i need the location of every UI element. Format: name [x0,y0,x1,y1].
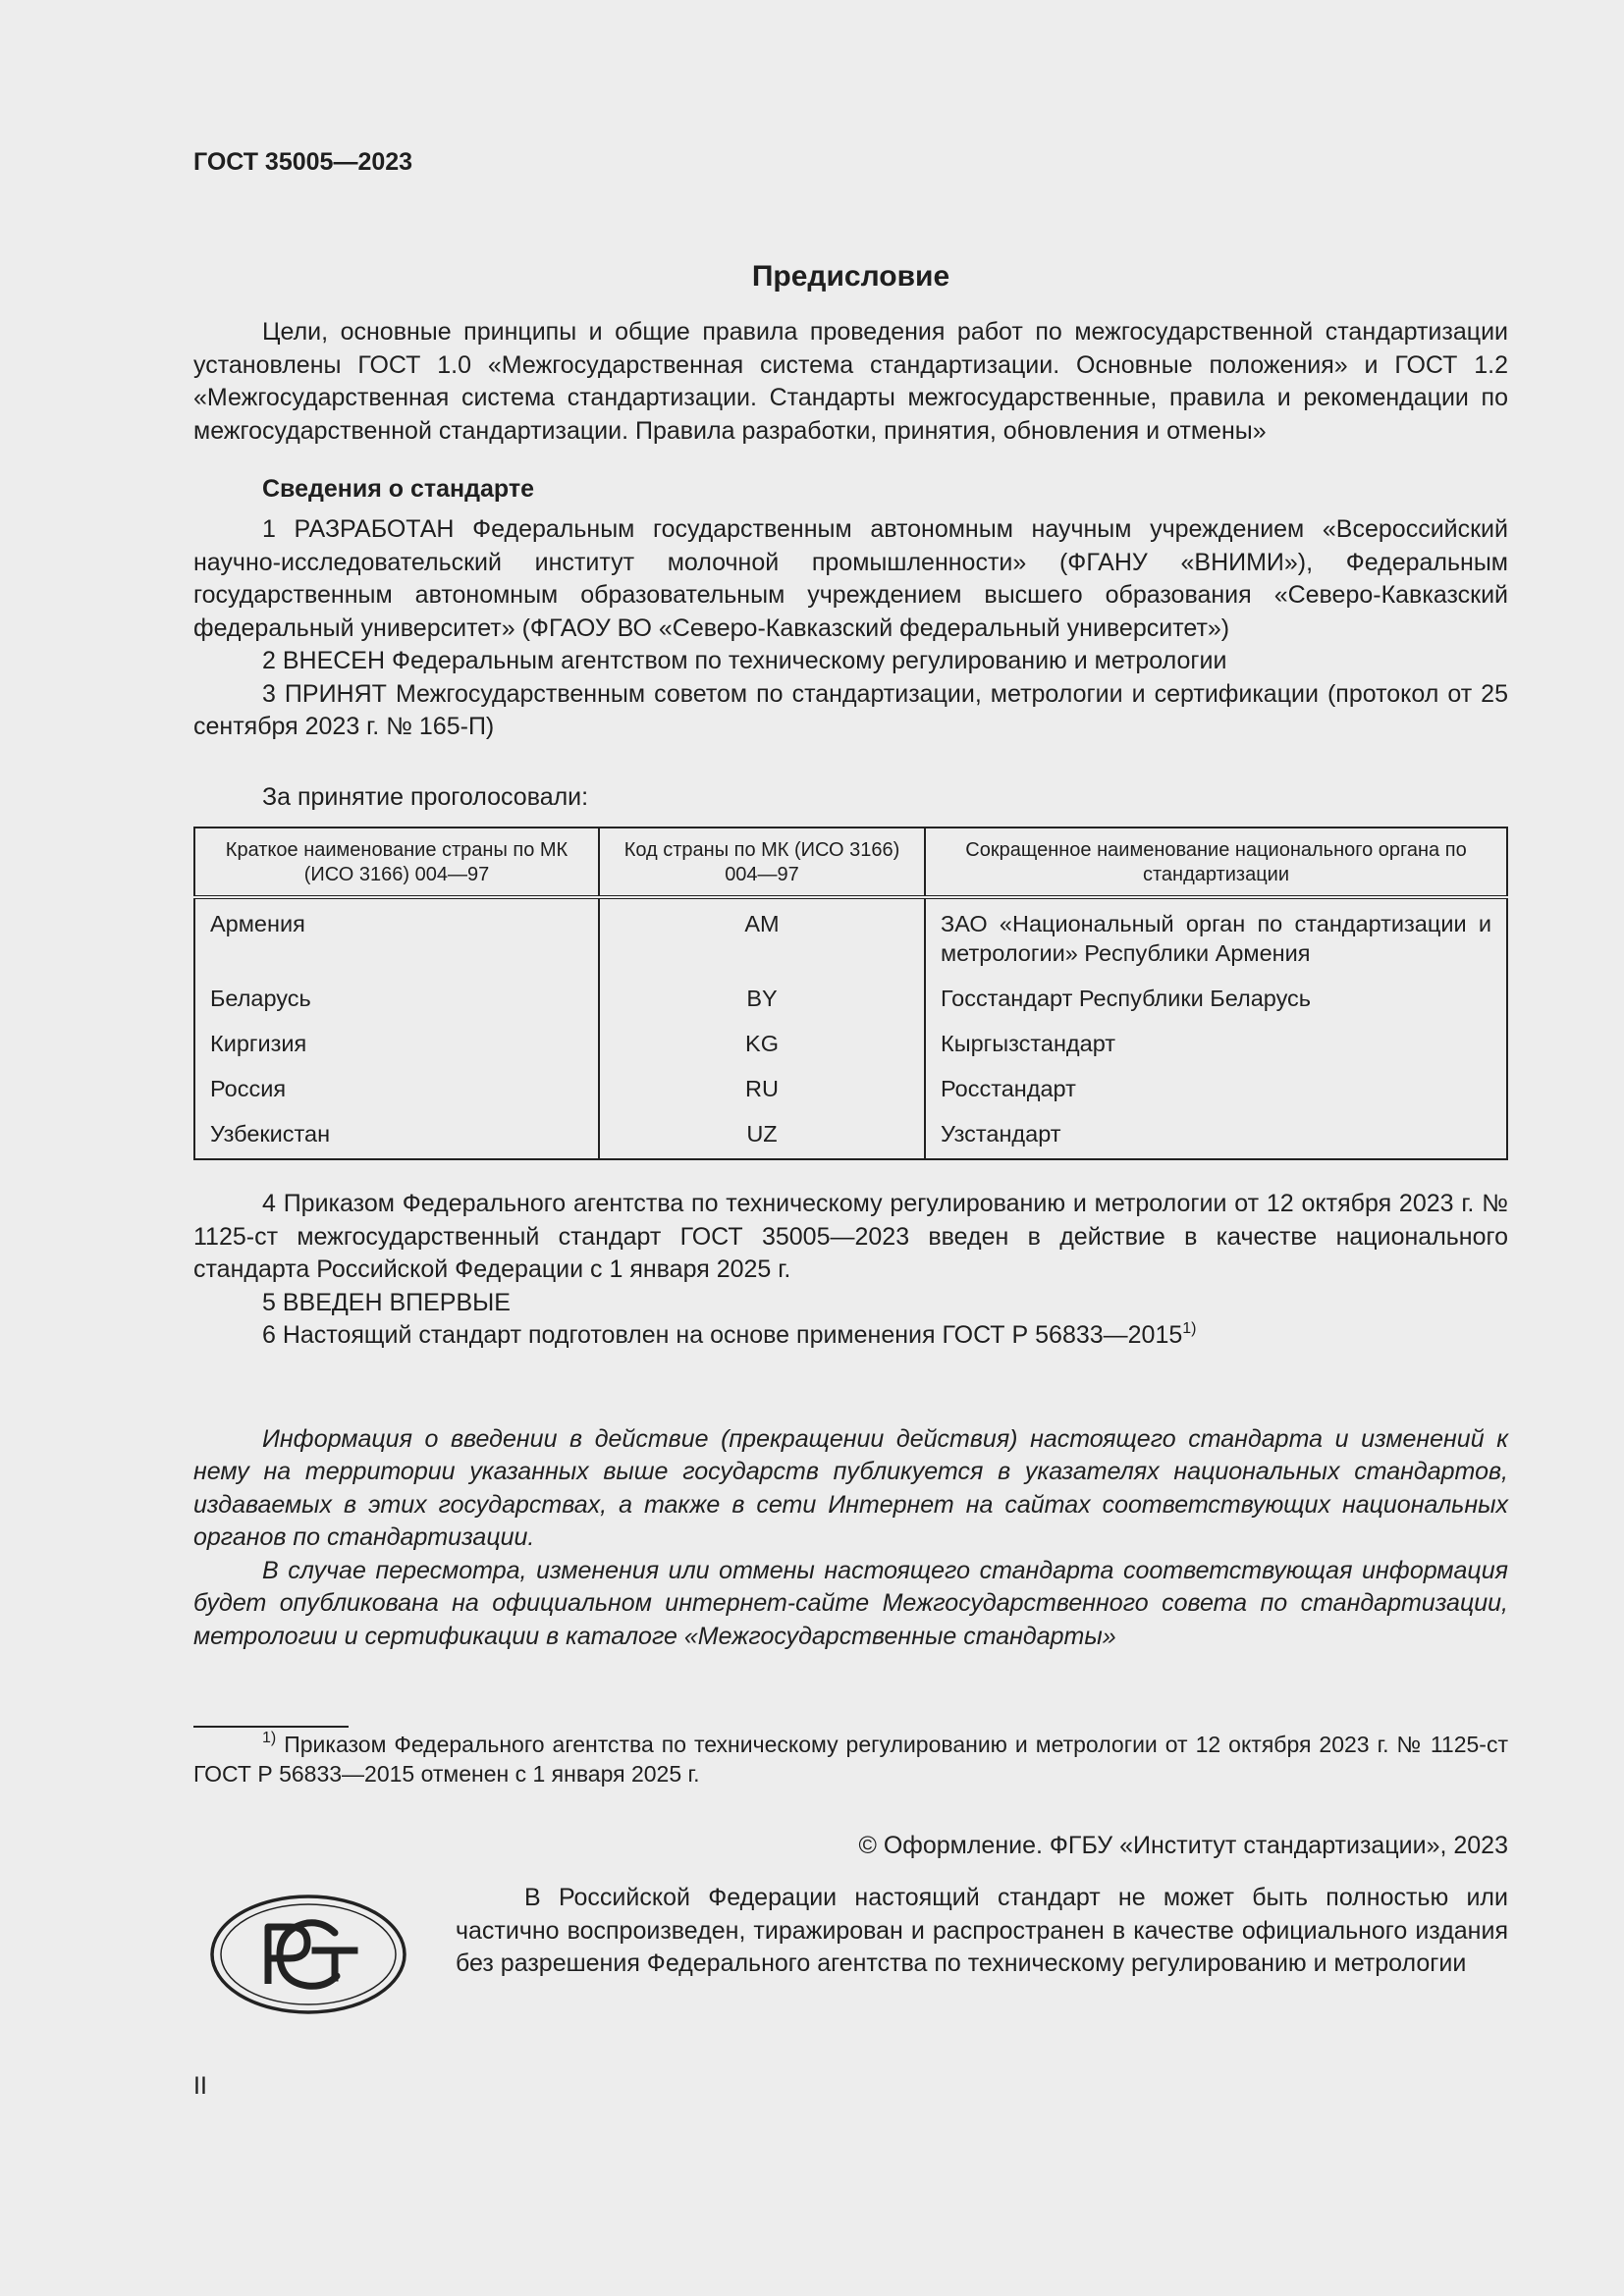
rights-block [193,1882,1508,2019]
footnote-ref[interactable]: 1) [1182,1320,1197,1337]
page-title: Предисловие [751,260,950,293]
column-header: Краткое наименование страны по МК (ИСО 3166) 004—97 [194,828,599,897]
document-code: ГОСТ 35005—2023 [193,148,413,176]
list-item [193,1319,1508,1353]
section-heading: Сведения о стандарте [262,475,535,503]
pct-certification-logo-icon [209,1894,407,2015]
info-paragraph: В случае пересмотра, изменения или отмены настоящего стандарта соответствующая информация будет опубликована на официальном интернет-сайте Межгосударственного совета по стандартизации, метрологии и сертификации в каталоге «Межгосударственные стандарты» [193,1556,1508,1650]
info-paragraph: Информация о введении в действие (прекращении действия) настоящего стандарта и изменений к нему на территории указанных выше государств публикуется в указателях национальных стандартов, издаваемых в этих государствах, а также в сети Интернет на сайтах соответствующих национальных органов по стандартизации. [193,1424,1508,1551]
table-row [194,897,1507,978]
country-cell: Армения [194,897,599,978]
column-header: Код страны по МК (ИСО 3166) 004—97 [599,828,925,897]
footnote-text: Приказом Федерального агентства по техническому регулированию и метрологии от 12 октября 2023 г. № 1125-ст ГОСТ Р 56833—2015 отменен с 1 января 2025 г. [193,1732,1508,1787]
copyright: © Оформление. ФГБУ «Институт стандартизации», 2023 [858,1832,1508,1859]
country-cell: Узбекистан [194,1113,599,1159]
footnote [193,1730,1508,1789]
list-item: 1 РАЗРАБОТАН Федеральным государственным автономным научным учреждением «Всероссийский научно-исследовательский институт молочной промышленности» (ФГАНУ «ВНИМИ»), Федеральным государственным автономным образовательным учреждением высшего образования «Северо-Кавказский федеральный университет» (ФГАОУ ВО «Северо-Кавказский федеральный университет») [193,515,1508,642]
body-cell: ЗАО «Национальный орган по стандартизации и метрологии» Республики Армения [941,911,1491,966]
country-cell: Киргизия [194,1023,599,1068]
body-cell: Кыргызстандарт [941,1031,1116,1056]
country-cell: Беларусь [194,978,599,1023]
code-cell: UZ [599,1113,925,1159]
voted-label: За принятие проголосовали: [262,782,589,811]
code-cell: RU [599,1068,925,1113]
footnote-divider [193,1726,349,1728]
code-cell: AM [599,897,925,978]
table-row [194,978,1507,1023]
list-item: 4 Приказом Федерального агентства по техническому регулированию и метрологии от 12 октября 2023 г. № 1125-ст межгосударственный стандарт ГОСТ 35005—2023 введен в действие в качестве национального стандарта Российской Федерации с 1 января 2025 г. [193,1190,1508,1283]
body-cell: Госстандарт Республики Беларусь [941,986,1312,1011]
footnote-mark: 1) [262,1730,277,1746]
list-item: 3 ПРИНЯТ Межгосударственным советом по стандартизации, метрологии и сертификации (протокол от 25 сентября 2023 г. № 165-П) [193,679,1508,740]
info-block [193,1423,1508,1654]
country-cell: Россия [194,1068,599,1113]
body-cell: Узстандарт [941,1121,1061,1147]
rights-notice: В Российской Федерации настоящий стандарт не может быть полностью или частично воспроизведен, тиражирован и распространен в качестве официального издания без разрешения Федерального агентства по техническому регулированию и метрологии [456,1884,1508,1977]
list-item: 2 ВНЕСЕН Федеральным агентством по техническому регулированию и метрологии [262,647,1227,674]
code-cell: BY [599,978,925,1023]
list-item: 5 ВВЕДЕН ВПЕРВЫЕ [262,1288,511,1316]
item6-text: 6 Настоящий стандарт подготовлен на основе применения ГОСТ Р 56833—2015 [262,1321,1183,1349]
table-row [194,1023,1507,1068]
table-header-row [194,828,1507,897]
voting-countries-table [193,827,1508,1160]
code-cell: KG [599,1023,925,1068]
table-row [194,1113,1507,1159]
body-cell: Росстандарт [941,1076,1076,1101]
column-header: Сокращенное наименование национального органа по стандартизации [925,828,1507,897]
standard-info-list [193,513,1508,744]
intro-paragraph: Цели, основные принципы и общие правила проведения работ по межгосударственной стандартизации установлены ГОСТ 1.0 «Межгосударственная система стандартизации. Основные положения» и ГОСТ 1.2 «Межгосударственная система стандартизации. Стандарты межгосударственные, правила и рекомендации по межгосударственной стандартизации. Правила разработки, принятия, обновления и отмены» [193,318,1508,445]
page-number: II [193,2072,207,2100]
table-row [194,1068,1507,1113]
